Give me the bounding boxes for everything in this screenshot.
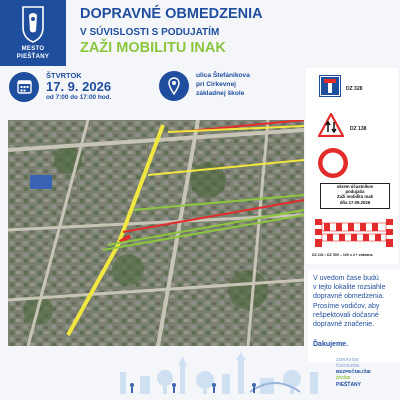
no-vehicles-sign-icon [317, 147, 349, 179]
event-time: od 7:00 do 17:00 hod. [46, 94, 112, 101]
sign-label-barrier: DZ 231 • DZ 509 – 100 x 4 + zábrana [312, 253, 373, 257]
logo-text-mesto: MESTO [21, 46, 45, 52]
city-skyline-icon [110, 352, 330, 394]
event-date: 17. 9. 2026 [46, 79, 112, 94]
notice-line: V uvedom čase budú [313, 275, 379, 282]
calendar-icon-badge [9, 72, 39, 102]
location-line3: základnej škole [196, 90, 245, 97]
notice-line: dopravné značenie. [313, 321, 375, 328]
event-title: ZAŽI MOBILITU INAK [80, 40, 226, 56]
page-title: DOPRAVNÉ OBMEDZENIA [80, 6, 263, 22]
logo-text-piestany: PIEŠŤANY [16, 54, 50, 60]
coat-of-arms-icon [21, 5, 45, 43]
plate-line: podujatia [345, 189, 365, 195]
page-subtitle: V SÚVISLOSTI S PODUJATÍM [80, 27, 220, 38]
notice-line: dopravné obmedzenia. [313, 293, 385, 300]
plate-line: okrem účastníkov [336, 184, 374, 189]
aerial-map [8, 120, 304, 346]
notice-line: rešpektovali dočasné [313, 312, 379, 319]
slogan-line: ČISTEJŠIE [336, 363, 360, 368]
plate-line: dňa 17.09.2026 [339, 199, 371, 205]
calendar-icon [17, 79, 32, 94]
city-logo [0, 0, 66, 66]
location-line2: pri Cirkevnej [196, 81, 236, 88]
slogan-line: ZDRAVŠIE [336, 357, 359, 362]
notice-line: v tejto lokalite rozsiahle [313, 284, 386, 291]
road-barrier-icon [312, 217, 396, 249]
map-pin-icon [168, 77, 180, 95]
location-street: ulica Štefánikova [196, 72, 250, 79]
plate-line: Zaži mobilitu inak [336, 194, 374, 200]
supplementary-plate [320, 183, 390, 209]
location-icon-badge [159, 71, 189, 101]
dead-end-sign-icon [319, 75, 341, 97]
slogan-line: BEZPEČNEJŠIE [336, 369, 371, 374]
event-weekday: ŠTVRTOK [46, 71, 82, 80]
notice-line: Prosíme vodičov, aby [313, 303, 380, 310]
slogan-line: PIEŠŤANY [336, 382, 362, 388]
thanks-text: Ďakujeme. [313, 341, 349, 348]
two-way-traffic-sign-icon [318, 113, 344, 137]
slogan-line: ŽIVŠIE [336, 375, 351, 380]
sign-label-dz138: DZ 138 [350, 126, 367, 132]
sign-label-dz328: DZ 328 [346, 86, 363, 92]
